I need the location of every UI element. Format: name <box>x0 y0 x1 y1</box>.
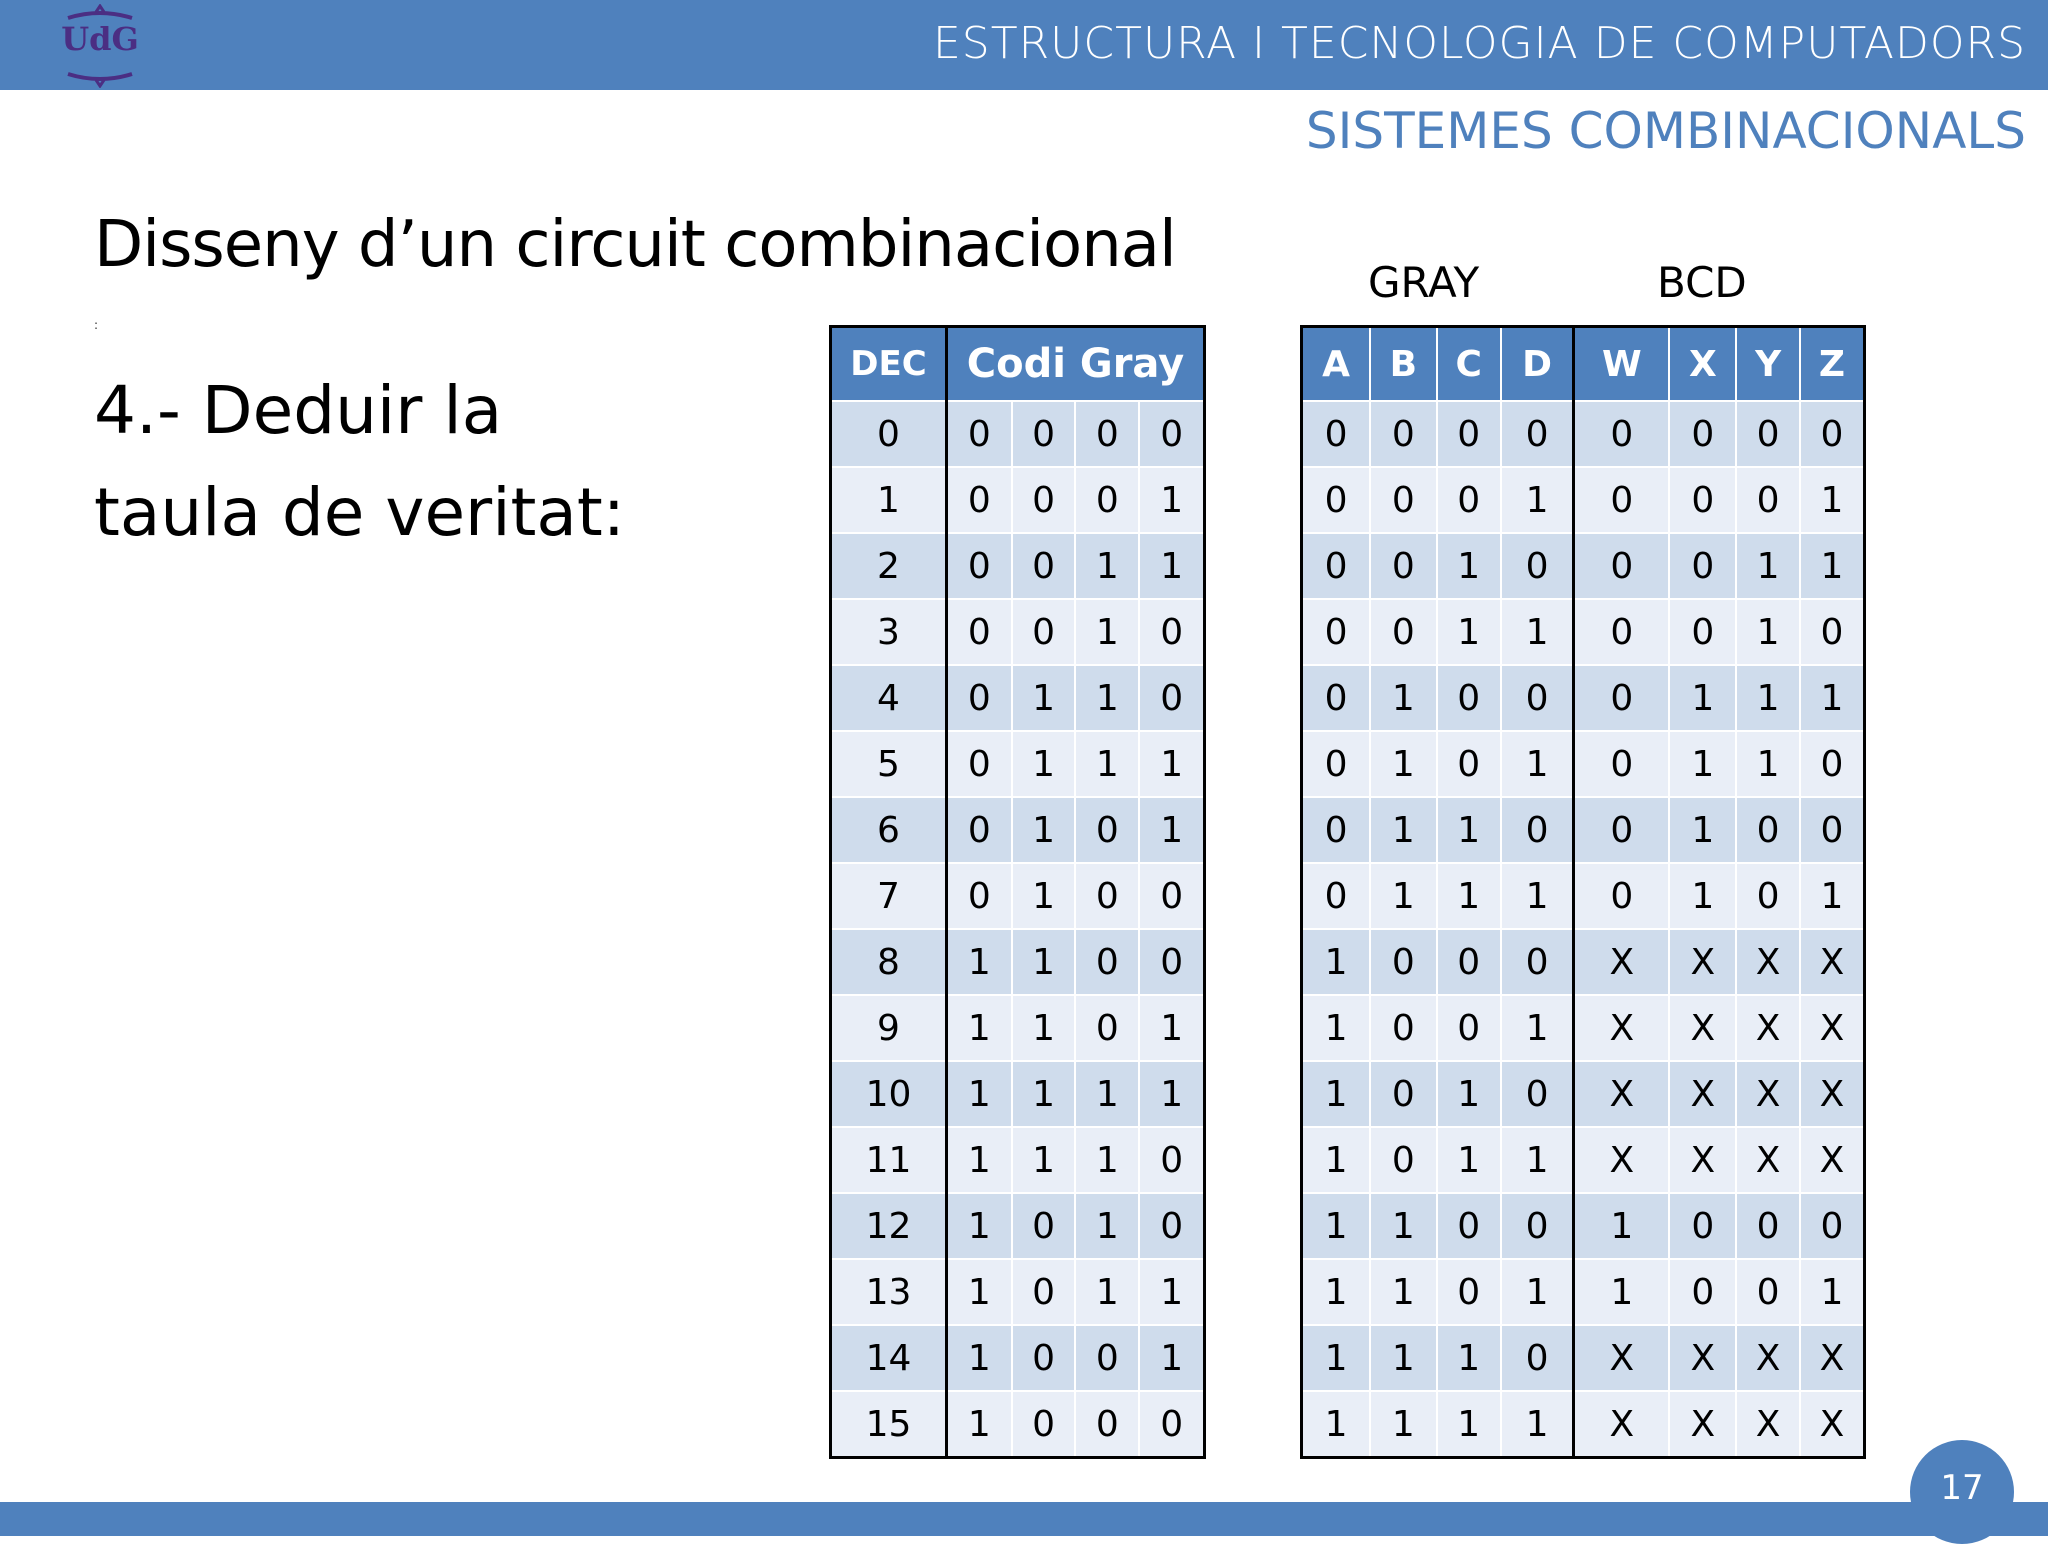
gray-input-cell: 0 <box>1302 467 1371 533</box>
page-number: 17 <box>1940 1468 1984 1508</box>
table-row <box>1302 929 1865 995</box>
bcd-output-cell: X <box>1800 929 1865 995</box>
gray-input-cell: 1 <box>1437 599 1501 665</box>
gray-bit-cell: 1 <box>947 1325 1012 1391</box>
gray-bit-cell: 0 <box>947 401 1012 467</box>
bcd-output-cell: 1 <box>1669 863 1736 929</box>
bcd-output-cell: 0 <box>1574 797 1669 863</box>
gray-bit-cell: 1 <box>947 995 1012 1061</box>
gray-bit-cell: 1 <box>947 1259 1012 1325</box>
gray-code-table <box>829 325 1206 1459</box>
gray-bit-cell: 0 <box>947 599 1012 665</box>
gray-bit-cell: 1 <box>1075 731 1139 797</box>
bcd-output-cell: 1 <box>1669 797 1736 863</box>
gray-bit-cell: 0 <box>1139 401 1204 467</box>
bcd-output-cell: 0 <box>1800 731 1865 797</box>
bcd-output-cell: X <box>1574 1061 1669 1127</box>
bcd-output-cell: 0 <box>1800 599 1865 665</box>
bcd-output-cell: 0 <box>1669 599 1736 665</box>
bcd-output-cell: 1 <box>1574 1259 1669 1325</box>
gray-bit-cell: 0 <box>1075 929 1139 995</box>
gray-input-cell: 0 <box>1501 1325 1574 1391</box>
table-row <box>1302 731 1865 797</box>
dec-cell: 6 <box>831 797 947 863</box>
gray-bit-cell: 0 <box>1075 1391 1139 1458</box>
gray-input-cell: 0 <box>1302 797 1371 863</box>
gray-bit-cell: 1 <box>1075 533 1139 599</box>
bcd-output-cell: 0 <box>1574 665 1669 731</box>
gray-input-cell: 1 <box>1501 863 1574 929</box>
gray-input-cell: 0 <box>1501 401 1574 467</box>
gray-input-cell: 0 <box>1437 995 1501 1061</box>
gray-bit-cell: 0 <box>947 731 1012 797</box>
gray-bit-cell: 0 <box>1075 401 1139 467</box>
table-row <box>1302 1127 1865 1193</box>
gray-bit-cell: 1 <box>1139 1325 1204 1391</box>
gray-bit-cell: 1 <box>1139 995 1204 1061</box>
header-c: C <box>1437 327 1501 402</box>
bcd-output-cell: 0 <box>1669 1259 1736 1325</box>
gray-input-cell: 1 <box>1302 1127 1371 1193</box>
gray-input-cell: 1 <box>1302 1391 1371 1458</box>
gray-bit-cell: 0 <box>1012 467 1076 533</box>
gray-bit-cell: 0 <box>947 533 1012 599</box>
table-row <box>831 401 1205 467</box>
bcd-output-cell: 0 <box>1574 599 1669 665</box>
gray-input-cell: 1 <box>1437 1325 1501 1391</box>
bcd-output-cell: X <box>1669 1127 1736 1193</box>
bcd-output-cell: 0 <box>1574 401 1669 467</box>
gray-input-cell: 1 <box>1437 1391 1501 1458</box>
truth-table-header-row <box>1302 327 1865 402</box>
dec-cell: 9 <box>831 995 947 1061</box>
course-title: ESTRUCTURA I TECNOLOGIA DE COMPUTADORS <box>932 18 2026 69</box>
gray-bit-cell: 0 <box>947 467 1012 533</box>
udg-logo <box>60 4 140 88</box>
table-row <box>1302 1391 1865 1458</box>
gray-input-cell: 0 <box>1302 401 1371 467</box>
bcd-output-cell: X <box>1669 1061 1736 1127</box>
bcd-output-cell: 1 <box>1574 1193 1669 1259</box>
gray-input-cell: 0 <box>1370 599 1437 665</box>
gray-bit-cell: 1 <box>1012 995 1076 1061</box>
table-row <box>831 1325 1205 1391</box>
gray-bit-cell: 1 <box>1139 1259 1204 1325</box>
bcd-output-cell: X <box>1574 929 1669 995</box>
dec-cell: 14 <box>831 1325 947 1391</box>
table-row <box>1302 665 1865 731</box>
gray-code-header-row <box>831 327 1205 402</box>
table-row <box>1302 533 1865 599</box>
gray-input-cell: 1 <box>1370 1391 1437 1458</box>
gray-bit-cell: 1 <box>947 1193 1012 1259</box>
table-row <box>1302 995 1865 1061</box>
gray-input-cell: 0 <box>1370 533 1437 599</box>
bcd-output-cell: X <box>1736 1325 1799 1391</box>
gray-bit-cell: 0 <box>947 665 1012 731</box>
bcd-output-cell: 0 <box>1669 533 1736 599</box>
gray-bit-cell: 1 <box>947 929 1012 995</box>
gray-bit-cell: 1 <box>1012 1127 1076 1193</box>
header-bar <box>0 0 2048 90</box>
gray-bit-cell: 0 <box>1139 599 1204 665</box>
gray-bit-cell: 0 <box>947 797 1012 863</box>
header-y: Y <box>1736 327 1799 402</box>
gray-bcd-truth-table <box>1300 325 1866 1459</box>
bcd-output-cell: 1 <box>1800 863 1865 929</box>
dec-cell: 10 <box>831 1061 947 1127</box>
gray-input-cell: 1 <box>1501 599 1574 665</box>
gray-bit-cell: 0 <box>1012 1193 1076 1259</box>
gray-input-cell: 0 <box>1437 929 1501 995</box>
table-row <box>1302 401 1865 467</box>
bcd-output-cell: 0 <box>1669 1193 1736 1259</box>
gray-bit-cell: 1 <box>1139 467 1204 533</box>
gray-input-cell: 0 <box>1370 1061 1437 1127</box>
table-row <box>831 1259 1205 1325</box>
gray-input-cell: 1 <box>1370 1193 1437 1259</box>
header-d: D <box>1501 327 1574 402</box>
step-line-2: taula de veritat: <box>94 474 625 551</box>
table-row <box>1302 863 1865 929</box>
bcd-output-cell: 1 <box>1800 467 1865 533</box>
gray-input-cell: 0 <box>1370 929 1437 995</box>
gray-input-cell: 0 <box>1302 533 1371 599</box>
bcd-output-cell: 0 <box>1736 401 1799 467</box>
gray-bit-cell: 1 <box>947 1391 1012 1458</box>
gray-input-cell: 1 <box>1370 863 1437 929</box>
dec-cell: 3 <box>831 599 947 665</box>
gray-input-cell: 0 <box>1370 401 1437 467</box>
dec-cell: 2 <box>831 533 947 599</box>
bcd-output-cell: X <box>1574 1127 1669 1193</box>
gray-input-cell: 0 <box>1302 665 1371 731</box>
gray-input-cell: 1 <box>1302 1325 1371 1391</box>
bcd-output-cell: X <box>1574 1325 1669 1391</box>
gray-bit-cell: 1 <box>1139 797 1204 863</box>
header-a: A <box>1302 327 1371 402</box>
table-row <box>831 1061 1205 1127</box>
gray-input-cell: 0 <box>1501 929 1574 995</box>
bcd-output-cell: X <box>1800 1127 1865 1193</box>
gray-input-cell: 1 <box>1437 533 1501 599</box>
gray-bit-cell: 1 <box>1012 731 1076 797</box>
table-row <box>831 1391 1205 1458</box>
logo-text: UdG <box>61 20 139 58</box>
bcd-output-cell: X <box>1736 1061 1799 1127</box>
bcd-output-cell: 0 <box>1574 731 1669 797</box>
gray-bit-cell: 1 <box>1139 533 1204 599</box>
gray-input-cell: 1 <box>1437 863 1501 929</box>
bcd-label: BCD <box>1657 258 1747 307</box>
gray-bit-cell: 1 <box>1075 665 1139 731</box>
gray-bit-cell: 1 <box>1075 1193 1139 1259</box>
slide-title: Disseny d’un circuit combinacional <box>94 208 1176 282</box>
dec-cell: 11 <box>831 1127 947 1193</box>
gray-input-cell: 1 <box>1302 995 1371 1061</box>
gray-input-cell: 0 <box>1501 1193 1574 1259</box>
dec-cell: 4 <box>831 665 947 731</box>
bcd-output-cell: 1 <box>1736 731 1799 797</box>
gray-bit-cell: 0 <box>1139 665 1204 731</box>
table-row <box>831 599 1205 665</box>
bcd-output-cell: X <box>1669 1325 1736 1391</box>
gray-input-cell: 0 <box>1302 863 1371 929</box>
gray-input-cell: 1 <box>1370 1259 1437 1325</box>
gray-bit-cell: 0 <box>1012 401 1076 467</box>
bcd-output-cell: 0 <box>1736 467 1799 533</box>
bcd-output-cell: 0 <box>1669 467 1736 533</box>
table-row <box>1302 599 1865 665</box>
gray-input-cell: 1 <box>1370 731 1437 797</box>
dec-cell: 12 <box>831 1193 947 1259</box>
table-row <box>831 533 1205 599</box>
table-row <box>831 731 1205 797</box>
gray-bit-cell: 0 <box>947 863 1012 929</box>
codi-gray-header: Codi Gray <box>947 327 1205 402</box>
gray-input-cell: 1 <box>1501 995 1574 1061</box>
gray-bit-cell: 0 <box>1075 863 1139 929</box>
step-text <box>94 360 734 564</box>
gray-input-cell: 0 <box>1302 731 1371 797</box>
bcd-output-cell: 1 <box>1800 533 1865 599</box>
gray-bit-cell: 1 <box>1075 1259 1139 1325</box>
bcd-output-cell: 0 <box>1574 533 1669 599</box>
bcd-output-cell: 0 <box>1800 797 1865 863</box>
bcd-output-cell: X <box>1736 1127 1799 1193</box>
bcd-output-cell: 1 <box>1669 665 1736 731</box>
gray-input-cell: 0 <box>1370 995 1437 1061</box>
step-line-1: 4.- Deduir la <box>94 372 503 449</box>
bcd-output-cell: X <box>1800 1061 1865 1127</box>
gray-input-cell: 1 <box>1370 797 1437 863</box>
gray-bit-cell: 0 <box>1139 929 1204 995</box>
gray-input-cell: 0 <box>1437 731 1501 797</box>
dec-cell: 5 <box>831 731 947 797</box>
dec-header: DEC <box>831 327 947 402</box>
bcd-output-cell: 0 <box>1736 797 1799 863</box>
gray-input-cell: 0 <box>1437 1259 1501 1325</box>
gray-bit-cell: 0 <box>1012 1259 1076 1325</box>
header-b: B <box>1370 327 1437 402</box>
small-mark: : <box>94 318 99 332</box>
bcd-output-cell: 0 <box>1800 1193 1865 1259</box>
header-x: X <box>1669 327 1736 402</box>
footer-bar <box>0 1502 2048 1536</box>
gray-input-cell: 0 <box>1302 599 1371 665</box>
bcd-output-cell: 0 <box>1736 1259 1799 1325</box>
dec-cell: 1 <box>831 467 947 533</box>
bcd-output-cell: X <box>1800 995 1865 1061</box>
gray-input-cell: 1 <box>1501 1127 1574 1193</box>
gray-bit-cell: 0 <box>1012 1391 1076 1458</box>
gray-input-cell: 0 <box>1370 467 1437 533</box>
gray-bit-cell: 0 <box>1139 863 1204 929</box>
gray-input-cell: 0 <box>1370 1127 1437 1193</box>
table-row <box>831 863 1205 929</box>
table-row <box>1302 1325 1865 1391</box>
gray-input-cell: 0 <box>1501 797 1574 863</box>
gray-input-cell: 0 <box>1437 665 1501 731</box>
table-row <box>1302 467 1865 533</box>
gray-input-cell: 1 <box>1501 731 1574 797</box>
gray-input-cell: 1 <box>1501 1391 1574 1458</box>
gray-input-cell: 0 <box>1501 533 1574 599</box>
gray-bit-cell: 0 <box>1139 1127 1204 1193</box>
table-row <box>831 929 1205 995</box>
table-row <box>1302 1193 1865 1259</box>
table-row <box>831 1127 1205 1193</box>
header-z: Z <box>1800 327 1865 402</box>
bcd-output-cell: 0 <box>1574 467 1669 533</box>
dec-cell: 15 <box>831 1391 947 1458</box>
gray-bit-cell: 1 <box>1012 929 1076 995</box>
gray-bit-cell: 1 <box>1012 797 1076 863</box>
bcd-output-cell: X <box>1736 929 1799 995</box>
bcd-output-cell: 1 <box>1736 533 1799 599</box>
bcd-output-cell: 0 <box>1736 863 1799 929</box>
table-row <box>831 467 1205 533</box>
bcd-output-cell: 1 <box>1800 665 1865 731</box>
bcd-output-cell: 1 <box>1669 731 1736 797</box>
bcd-output-cell: X <box>1669 995 1736 1061</box>
bcd-output-cell: 0 <box>1736 1193 1799 1259</box>
table-row <box>831 665 1205 731</box>
gray-bit-cell: 1 <box>1012 665 1076 731</box>
gray-bit-cell: 1 <box>1075 599 1139 665</box>
bcd-output-cell: X <box>1736 995 1799 1061</box>
table-row <box>831 995 1205 1061</box>
gray-label: GRAY <box>1368 258 1480 307</box>
table-row <box>1302 1061 1865 1127</box>
bcd-output-cell: 0 <box>1574 863 1669 929</box>
section-title: SISTEMES COMBINACIONALS <box>1305 102 2026 160</box>
gray-input-cell: 1 <box>1370 1325 1437 1391</box>
bcd-output-cell: 1 <box>1736 599 1799 665</box>
bcd-output-cell: 1 <box>1800 1259 1865 1325</box>
dec-cell: 7 <box>831 863 947 929</box>
gray-bit-cell: 0 <box>1139 1391 1204 1458</box>
dec-cell: 0 <box>831 401 947 467</box>
dec-cell: 8 <box>831 929 947 995</box>
gray-bit-cell: 1 <box>1075 1127 1139 1193</box>
gray-bit-cell: 0 <box>1012 599 1076 665</box>
gray-bit-cell: 1 <box>1012 1061 1076 1127</box>
gray-bit-cell: 1 <box>1075 1061 1139 1127</box>
gray-input-cell: 1 <box>1501 1259 1574 1325</box>
bcd-output-cell: X <box>1736 1391 1799 1458</box>
gray-input-cell: 1 <box>1437 1061 1501 1127</box>
gray-input-cell: 1 <box>1501 467 1574 533</box>
gray-input-cell: 1 <box>1302 1259 1371 1325</box>
gray-bit-cell: 1 <box>947 1127 1012 1193</box>
gray-bit-cell: 0 <box>1012 533 1076 599</box>
gray-input-cell: 1 <box>1302 929 1371 995</box>
gray-bit-cell: 0 <box>1075 1325 1139 1391</box>
page-number-badge <box>1910 1440 2014 1544</box>
gray-bit-cell: 1 <box>1012 863 1076 929</box>
gray-bit-cell: 1 <box>947 1061 1012 1127</box>
bcd-output-cell: 1 <box>1736 665 1799 731</box>
gray-input-cell: 1 <box>1302 1061 1371 1127</box>
table-row <box>831 1193 1205 1259</box>
bcd-output-cell: X <box>1669 929 1736 995</box>
dec-cell: 13 <box>831 1259 947 1325</box>
bcd-output-cell: X <box>1800 1325 1865 1391</box>
gray-input-cell: 1 <box>1437 1127 1501 1193</box>
gray-input-cell: 0 <box>1501 1061 1574 1127</box>
table-row <box>1302 797 1865 863</box>
bcd-output-cell: 0 <box>1669 401 1736 467</box>
gray-bit-cell: 0 <box>1075 467 1139 533</box>
gray-input-cell: 0 <box>1437 1193 1501 1259</box>
gray-input-cell: 1 <box>1437 797 1501 863</box>
gray-input-cell: 0 <box>1437 401 1501 467</box>
bcd-output-cell: 0 <box>1800 401 1865 467</box>
gray-input-cell: 1 <box>1370 665 1437 731</box>
gray-input-cell: 1 <box>1302 1193 1371 1259</box>
header-w: W <box>1574 327 1669 402</box>
gray-bit-cell: 0 <box>1075 995 1139 1061</box>
gray-bit-cell: 1 <box>1139 1061 1204 1127</box>
bcd-output-cell: X <box>1574 995 1669 1061</box>
gray-bit-cell: 1 <box>1139 731 1204 797</box>
gray-bit-cell: 0 <box>1139 1193 1204 1259</box>
gray-input-cell: 0 <box>1501 665 1574 731</box>
gray-bit-cell: 0 <box>1075 797 1139 863</box>
table-row <box>1302 1259 1865 1325</box>
gray-input-cell: 0 <box>1437 467 1501 533</box>
bcd-output-cell: X <box>1669 1391 1736 1458</box>
gray-bit-cell: 0 <box>1012 1325 1076 1391</box>
table-row <box>831 797 1205 863</box>
bcd-output-cell: X <box>1574 1391 1669 1458</box>
bcd-output-cell: X <box>1800 1391 1865 1458</box>
